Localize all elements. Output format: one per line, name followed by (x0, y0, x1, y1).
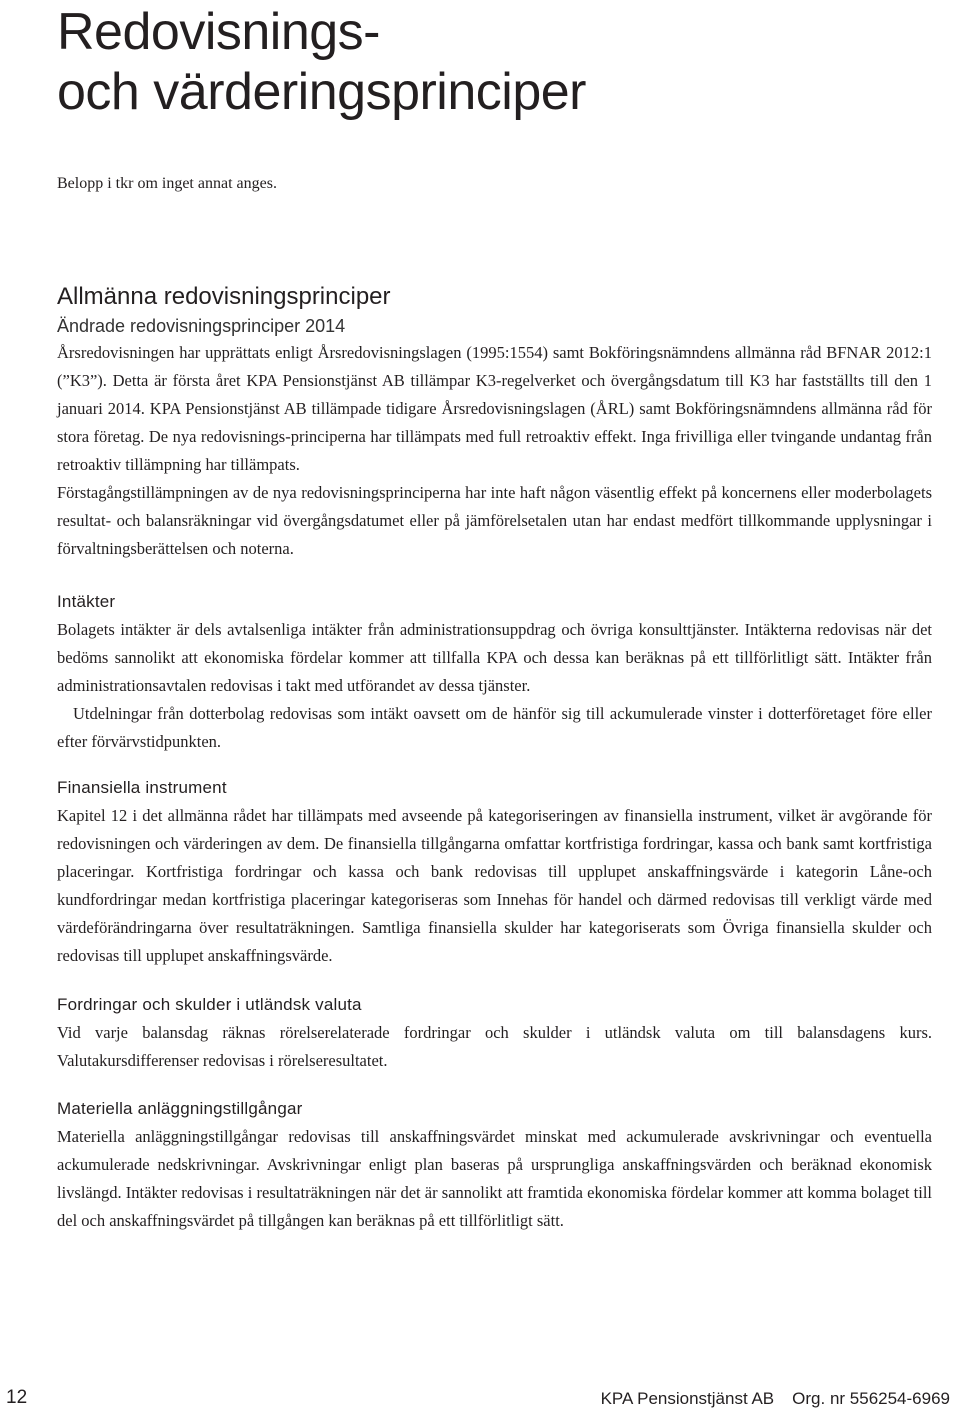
section-general-heading: Allmänna redovisningsprinciper (57, 283, 391, 310)
footer-info (601, 1388, 950, 1410)
section-general-paragraph-2: Förstagångstillämpningen av de nya redovisningsprinciperna har inte haft någon väsentlig effekt på koncernens eller moderbolagets resultat- och balansräkningar vid övergångsdatumet eller på jämförelsetalen utan har endast medfört tillkommande upplysningar i förvaltningsberättelsen och noterna. (57, 483, 932, 558)
section-general-paragraph-1: Årsredovisningen har upprättats enligt Årsredovisningslagen (1995:1554) samt Bokföringsnämndens allmänna råd BFNAR 2012:1 (”K3”). Detta är första året KPA Pensionstjänst AB tillämpar K3-regelverket och övergångsdatum till K3 har fastställts till den 1 januari 2014. KPA Pensionstjänst AB tillämpade tidigare Årsredovisningslagen (ÅRL) samt Bokföringsnämndens allmänna råd för stora företag. De nya redovisnings-principerna har tillämpats med full retroaktiv effekt. Inga frivilliga eller tvingande undantag från retroaktiv tillämpning har tillämpats. (57, 343, 932, 474)
section-general-subheading: Ändrade redovisningsprinciper 2014 (57, 316, 346, 336)
page-title-line-1: Redovisnings- (57, 3, 380, 61)
footer-page-number: 12 (6, 1387, 28, 1408)
section-foreign-currency (57, 994, 932, 1075)
footer-company: KPA Pensionstjänst AB (600, 1389, 775, 1408)
section-tangible-assets (57, 1098, 932, 1235)
section-financial-instruments-heading: Finansiella instrument (57, 778, 227, 797)
section-financial-instruments-paragraph-1: Kapitel 12 i det allmänna rådet har tillämpats med avseende på kategoriseringen av finansiella instrument, vilket är avgörande för redovisningen och värderingen av dem. De finansiella tillgångarna omfattar kortfristiga fordringar, kassa och bank samt kortfristiga placeringar. Kortfristiga fordringar och kassa och bank redovisas till upplupet anskaffningsvärde i kategorin Låne-och kundfordringar medan kortfristiga placeringar kategoriseras som Innehas för handel och därmed redovisas till verkligt värde med värdeförändringarna över resultaträkningen. Samtliga finansiella skulder har kategoriserats som Övriga finansiella skulder och redovisas till upplupet anskaffningsvärde. (57, 806, 932, 965)
footer-org-number: Org. nr 556254-6969 (792, 1389, 950, 1408)
page-title (57, 2, 586, 122)
section-foreign-currency-heading: Fordringar och skulder i utländsk valuta (57, 995, 362, 1014)
section-revenue-paragraph-2: Utdelningar från dotterbolag redovisas som intäkt oavsett om de hänför sig till ackumulerade vinster i dotterföretaget före eller efter förvärvstidpunkten. (57, 704, 932, 751)
section-tangible-assets-heading: Materiella anläggningstillgångar (57, 1099, 303, 1118)
section-financial-instruments (57, 777, 932, 970)
page-title-line-2: och värderingsprinciper (57, 63, 586, 121)
section-foreign-currency-paragraph-1: Vid varje balansdag räknas rörelserelaterade fordringar och skulder i utländsk valuta om till balansdagens kurs. Valutakursdifferenser redovisas i rörelseresultatet. (57, 1023, 932, 1070)
section-revenue-heading: Intäkter (57, 592, 116, 611)
section-general (57, 282, 932, 563)
units-note: Belopp i tkr om inget annat anges. (57, 175, 277, 192)
section-tangible-assets-paragraph-1: Materiella anläggningstillgångar redovisas till anskaffningsvärdet minskat med ackumulerade avskrivningar och eventuella ackumulerade nedskrivningar. Avskrivningar enligt plan baseras på ursprungliga anskaffningsvärden och beräknad ekonomisk livslängd. Intäkter redovisas i resultaträkningen när det är sannolikt att framtida ekonomiska fördelar kommer att komma bolaget till del och anskaffningsvärdet på tillgången kan beräknas på ett tillförlitligt sätt. (57, 1127, 932, 1230)
section-revenue-paragraph-1: Bolagets intäkter är dels avtalsenliga intäkter från administrationsuppdrag och övriga konsulttjänster. Intäkterna redovisas när det bedöms sannolikt att ekonomiska fördelar kommer att tillfalla KPA och dessa kan beräknas på ett tillförlitligt sätt. Intäkter från administrationsavtalen redovisas i takt med utförandet av dessa tjänster. (57, 620, 932, 695)
section-revenue (57, 591, 932, 756)
